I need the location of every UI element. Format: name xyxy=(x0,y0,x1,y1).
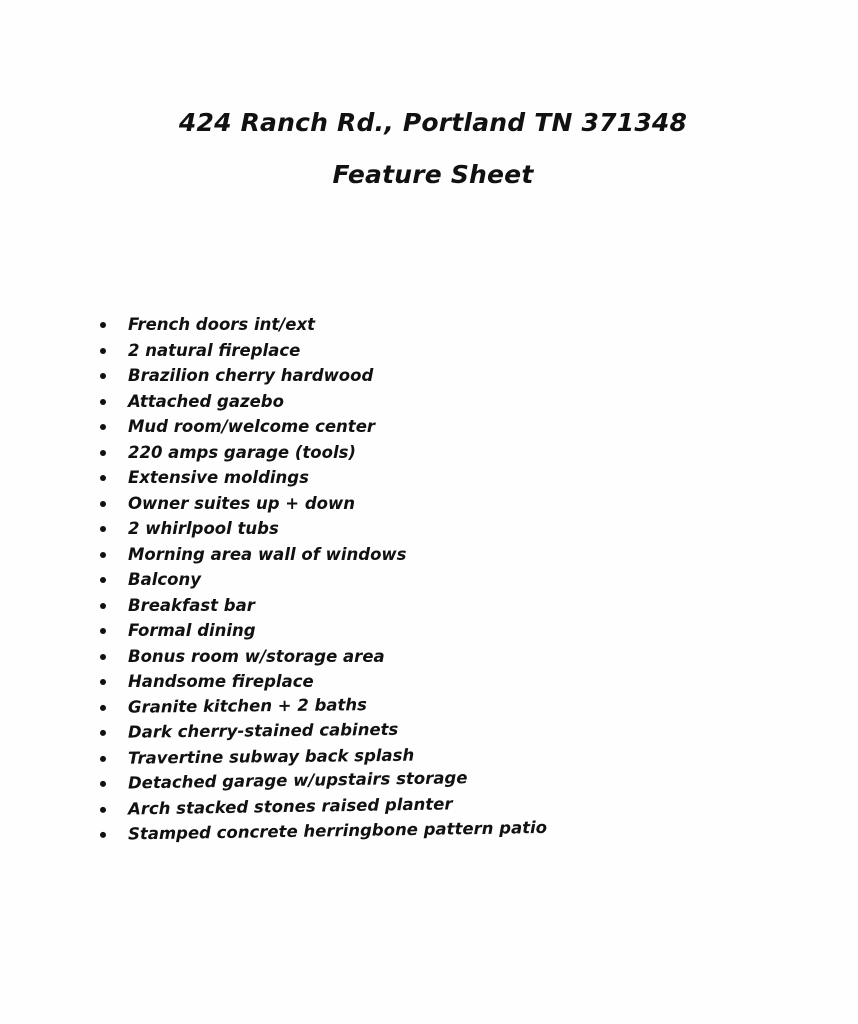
feature-text: Formal dining xyxy=(128,621,256,640)
bullet-icon xyxy=(100,679,106,685)
bullet-icon xyxy=(100,781,106,787)
feature-text: 2 whirlpool tubs xyxy=(128,519,279,538)
feature-text: Brazilion cherry hardwood xyxy=(128,366,374,385)
feature-list-item xyxy=(96,312,547,338)
feature-list-item xyxy=(96,414,547,440)
bullet-icon xyxy=(100,730,106,736)
feature-list-item xyxy=(96,618,547,644)
feature-text: Attached gazebo xyxy=(128,391,284,411)
feature-text: Bonus room w/storage area xyxy=(128,646,385,666)
bullet-icon xyxy=(100,577,106,583)
bullet-icon xyxy=(100,322,106,328)
feature-list-item xyxy=(96,338,547,364)
feature-list-item xyxy=(96,567,547,593)
feature-text: Detached garage w/upstairs storage xyxy=(127,768,468,793)
bullet-icon xyxy=(100,373,106,379)
bullet-icon xyxy=(100,526,106,532)
feature-list xyxy=(96,312,547,848)
feature-list-item xyxy=(96,715,547,745)
feature-list-item xyxy=(96,465,547,491)
feature-text: 2 natural fireplace xyxy=(128,340,301,360)
bullet-icon xyxy=(100,501,106,507)
feature-text: Stamped concrete herringbone pattern patio xyxy=(127,817,548,844)
bullet-icon xyxy=(100,832,106,838)
bullet-icon xyxy=(100,450,106,456)
feature-list-item xyxy=(96,440,547,466)
bullet-icon xyxy=(100,603,106,609)
bullet-icon xyxy=(100,654,106,660)
feature-text: Breakfast bar xyxy=(128,595,255,615)
property-address-heading: 424 Ranch Rd., Portland TN 371348 xyxy=(178,108,688,137)
feature-list-item xyxy=(96,491,547,517)
bullet-icon xyxy=(100,475,106,481)
feature-text: Granite kitchen + 2 baths xyxy=(127,694,368,717)
feature-text: French doors int/ext xyxy=(128,315,316,334)
bullet-icon xyxy=(100,424,106,430)
feature-sheet-heading: Feature Sheet xyxy=(332,160,534,189)
feature-text: Mud room/welcome center xyxy=(128,417,376,436)
feature-list-item xyxy=(96,516,547,542)
bullet-icon xyxy=(100,399,106,405)
feature-text: Balcony xyxy=(128,570,201,589)
feature-text: Extensive moldings xyxy=(128,468,309,487)
feature-list-item xyxy=(96,644,547,670)
bullet-icon xyxy=(100,628,106,634)
bullet-icon xyxy=(100,552,106,558)
feature-text: Morning area wall of windows xyxy=(128,544,407,564)
feature-list-item xyxy=(96,542,547,568)
bullet-icon xyxy=(100,806,106,812)
feature-text: Owner suites up + down xyxy=(128,493,355,513)
feature-text: Travertine subway back splash xyxy=(127,745,415,768)
feature-text: 220 amps garage (tools) xyxy=(128,442,356,462)
feature-list-item xyxy=(96,593,547,619)
bullet-icon xyxy=(100,755,106,761)
feature-text: Arch stacked stones raised planter xyxy=(127,793,453,818)
feature-text: Dark cherry-stained cabinets xyxy=(127,719,399,742)
bullet-icon xyxy=(100,348,106,354)
feature-list-item xyxy=(96,389,547,415)
feature-text: Handsome fireplace xyxy=(128,672,314,691)
bullet-icon xyxy=(100,704,106,710)
feature-list-item xyxy=(96,363,547,389)
